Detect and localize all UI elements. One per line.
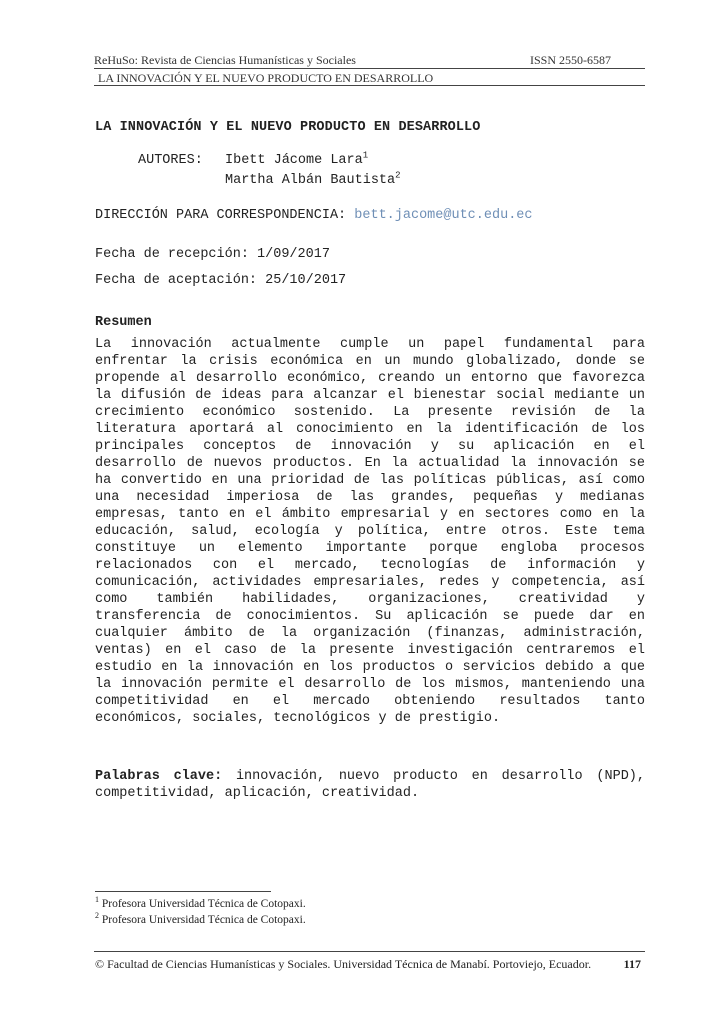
author-name: Martha Albán Bautista [225,173,396,188]
author-footnote-mark: 2 [395,170,401,181]
issn: ISSN 2550-6587 [529,53,611,67]
page-number: 117 [623,957,641,971]
keywords-text: innovación, nuevo producto en desarrollo (NPD), competitividad, aplicación, creatividad. [95,769,645,801]
running-header [94,52,645,69]
keywords [95,768,645,802]
footnote-item [95,912,306,928]
dates-block [95,242,346,294]
author-line-2 [138,171,401,191]
footnote-divider [95,891,271,892]
keywords-label: Palabras clave: [95,769,223,784]
author-line-1 [138,151,401,171]
footer-copyright: © Facultad de Ciencias Humanísticas y Sociales. Universidad Técnica de Manabí. Portoviejo, Ecuador. [95,957,592,971]
journal-name: ReHuSo: Revista de Ciencias Humanísticas y Sociales [94,53,356,67]
authors-block [138,151,401,191]
page-footer [95,957,645,972]
author-name: Ibett Jácome Lara [225,153,363,168]
footnotes [95,896,306,928]
abstract-text: La innovación actualmente cumple un papel fundamental para enfrentar la crisis económica en un mundo globalizado, donde se propende al desarrollo económico, creando un entorno que favorezca la difusión de ideas para alcanzar el bienestar social mediante un crecimiento económico sostenido. La presente revisión de la literatura aportará al conocimiento en la identificación de los principales conceptos de innovación y su aplicación en el desarrollo de nuevos productos. En la actualidad la innovación se ha convertido en una prioridad de las políticas públicas, así como una necesidad imperiosa de las grandes, pequeñas y medianas empresas, tanto en el ámbito empresarial y en sectores como en la educación, salud, ecología y política, entre otros. Este tema constituye un elemento importante porque engloba procesos relacionados con el mercado, tecnologías de información y comunicación, actividades empresariales, redes y competencia, así como también habilidades, organizaciones, creatividad y transferencia de conocimientos. Su aplicación se puede dar en cualquier ámbito de la organización (finanzas, administración, ventas) en el caso de la presente investigación centraremos el estudio en la innovación en los productos o servicios debido a que la innovación permite el desarrollo de los mismos, manteniendo una competitividad en el mercado obteniendo resultados tanto económicos, sociales, tecnológicos y de prestigio. [95,337,645,726]
abstract-heading: Resumen [95,315,152,330]
footnote-item [95,896,306,912]
authors-label: AUTORES: [138,153,203,168]
correspondence [95,208,533,223]
footnote-mark: 1 [95,895,99,905]
footnote-text: Profesora Universidad Técnica de Cotopaxi. [101,898,306,910]
footnote-text: Profesora Universidad Técnica de Cotopaxi. [101,914,306,926]
footnote-mark: 2 [95,911,99,921]
author-footnote-mark: 1 [362,150,369,161]
running-title: LA INNOVACIÓN Y EL NUEVO PRODUCTO EN DESARROLLO [94,70,645,86]
footer-divider [94,951,645,952]
article-title: LA INNOVACIÓN Y EL NUEVO PRODUCTO EN DESARROLLO [95,120,481,135]
correspondence-email-link[interactable]: bett.jacome@utc.edu.ec [354,208,533,223]
accepted-date: Fecha de aceptación: 25/10/2017 [95,273,347,288]
received-date: Fecha de recepción: 1/09/2017 [95,247,330,262]
correspondence-label: DIRECCIÓN PARA CORRESPONDENCIA: [95,208,347,223]
